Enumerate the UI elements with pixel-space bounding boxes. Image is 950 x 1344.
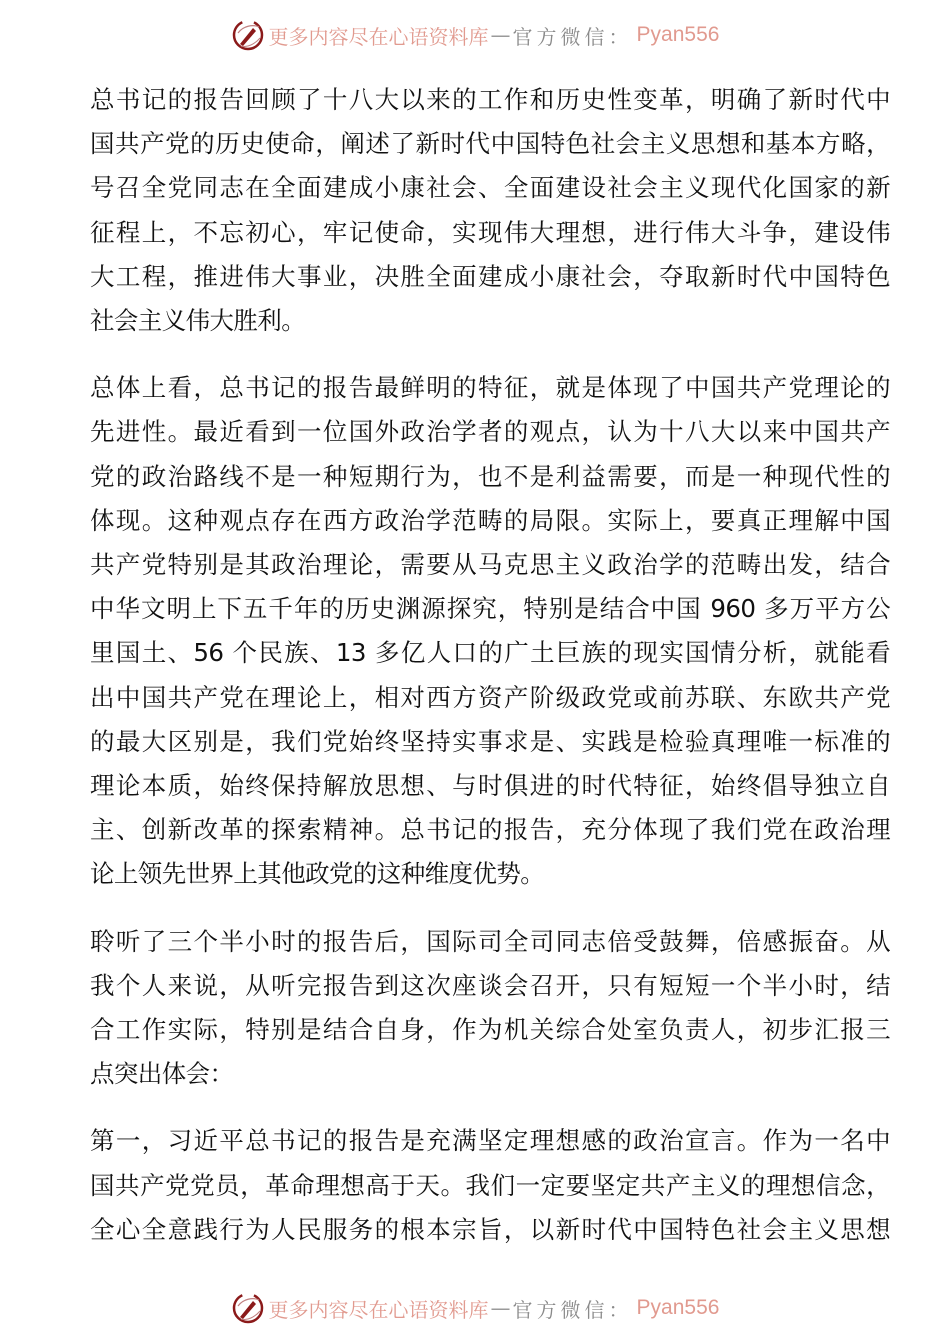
text-line: 合工作实际，特别是结合自身，作为机关综合处室负责人，初步汇报三 bbox=[90, 1015, 890, 1045]
text-line: 主、创新改革的探索精神。总书记的报告，充分体现了我们党在政治理 bbox=[90, 815, 890, 845]
text-line: 理论本质，始终保持解放思想、与时俱进的时代特征，始终倡导独立自 bbox=[90, 771, 890, 801]
separator: — bbox=[490, 1296, 511, 1320]
text-line: 国共产党的历史使命，阐述了新时代中国特色社会主义思想和基本方略， bbox=[90, 129, 890, 159]
footer-banner bbox=[0, 1288, 950, 1328]
paragraph-4 bbox=[90, 1119, 890, 1252]
text-line: 中华文明上下五千年的历史渊源探究，特别是结合中国 960 多万平方公 bbox=[90, 594, 890, 624]
text-line: 先进性。最近看到一位国外政治学者的观点，认为十八大以来中国共产 bbox=[90, 417, 890, 447]
quill-pen-logo-icon bbox=[231, 1291, 265, 1325]
text-line: 社会主义伟大胜利。 bbox=[90, 306, 306, 336]
paragraph-3 bbox=[90, 920, 890, 1097]
text-line: 总书记的报告回顾了十八大以来的工作和历史性变革，明确了新时代中 bbox=[90, 85, 890, 114]
header-banner bbox=[0, 15, 950, 55]
text-line: 我个人来说，从听完报告到这次座谈会召开，只有短短一个半小时，结 bbox=[90, 970, 890, 1000]
wechat-label: 官方微信： bbox=[512, 24, 633, 49]
text-line: 点突出体会： bbox=[90, 1059, 234, 1089]
paragraph-1 bbox=[90, 78, 890, 343]
text-line: 国共产党党员，革命理想高于天。我们一定要坚定共产主义的理想信念， bbox=[90, 1170, 890, 1200]
text-line: 总体上看，总书记的报告最鲜明的特征，就是体现了中国共产党理论的 bbox=[90, 373, 890, 403]
text-line: 聆听了三个半小时的报告后，国际司全司同志倍受鼓舞，倍感振奋。从 bbox=[90, 926, 890, 956]
text-line: 论上领先世界上其他政党的这种维度优势。 bbox=[90, 859, 545, 889]
text-line: 第一，习近平总书记的报告是充满坚定理想感的政治宣言。作为一名中 bbox=[90, 1126, 890, 1156]
separator: — bbox=[490, 23, 511, 47]
text-line: 号召全党同志在全面建成小康社会、全面建设社会主义现代化国家的新 bbox=[90, 173, 890, 203]
text-line: 共产党特别是其政治理论，需要从马克思主义政治学的范畴出发，结合 bbox=[90, 550, 890, 580]
wechat-label: 官方微信： bbox=[512, 1297, 633, 1322]
text-line: 党的政治路线不是一种短期行为，也不是利益需要，而是一种现代性的 bbox=[90, 461, 890, 491]
text-line: 征程上，不忘初心，牢记使命，实现伟大理想，进行伟大斗争，建设伟 bbox=[90, 217, 890, 247]
text-line: 的最大区别是，我们党始终坚持实事求是、实践是检验真理唯一标准的 bbox=[90, 726, 890, 756]
quill-pen-logo-icon bbox=[231, 18, 265, 52]
paragraph-2 bbox=[90, 366, 890, 896]
promo-text: 更多内容尽在心语资料库 bbox=[268, 24, 489, 49]
text-line: 出中国共产党在理论上，相对西方资产阶级政党或前苏联、东欧共产党 bbox=[90, 682, 890, 712]
wechat-id: Pyan556 bbox=[636, 1296, 720, 1319]
text-line: 全心全意践行为人民服务的根本宗旨，以新时代中国特色社会主义思想 bbox=[90, 1214, 890, 1244]
promo-text: 更多内容尽在心语资料库 bbox=[268, 1297, 489, 1322]
document-body bbox=[90, 78, 890, 1275]
text-line: 大工程，推进伟大事业，决胜全面建成小康社会，夺取新时代中国特色 bbox=[90, 261, 890, 291]
text-line: 体现。这种观点存在西方政治学范畴的局限。实际上，要真正理解中国 bbox=[90, 505, 890, 535]
wechat-id: Pyan556 bbox=[636, 23, 720, 46]
text-line: 里国土、56 个民族、13 多亿人口的广土巨族的现实国情分析，就能看 bbox=[90, 638, 890, 668]
